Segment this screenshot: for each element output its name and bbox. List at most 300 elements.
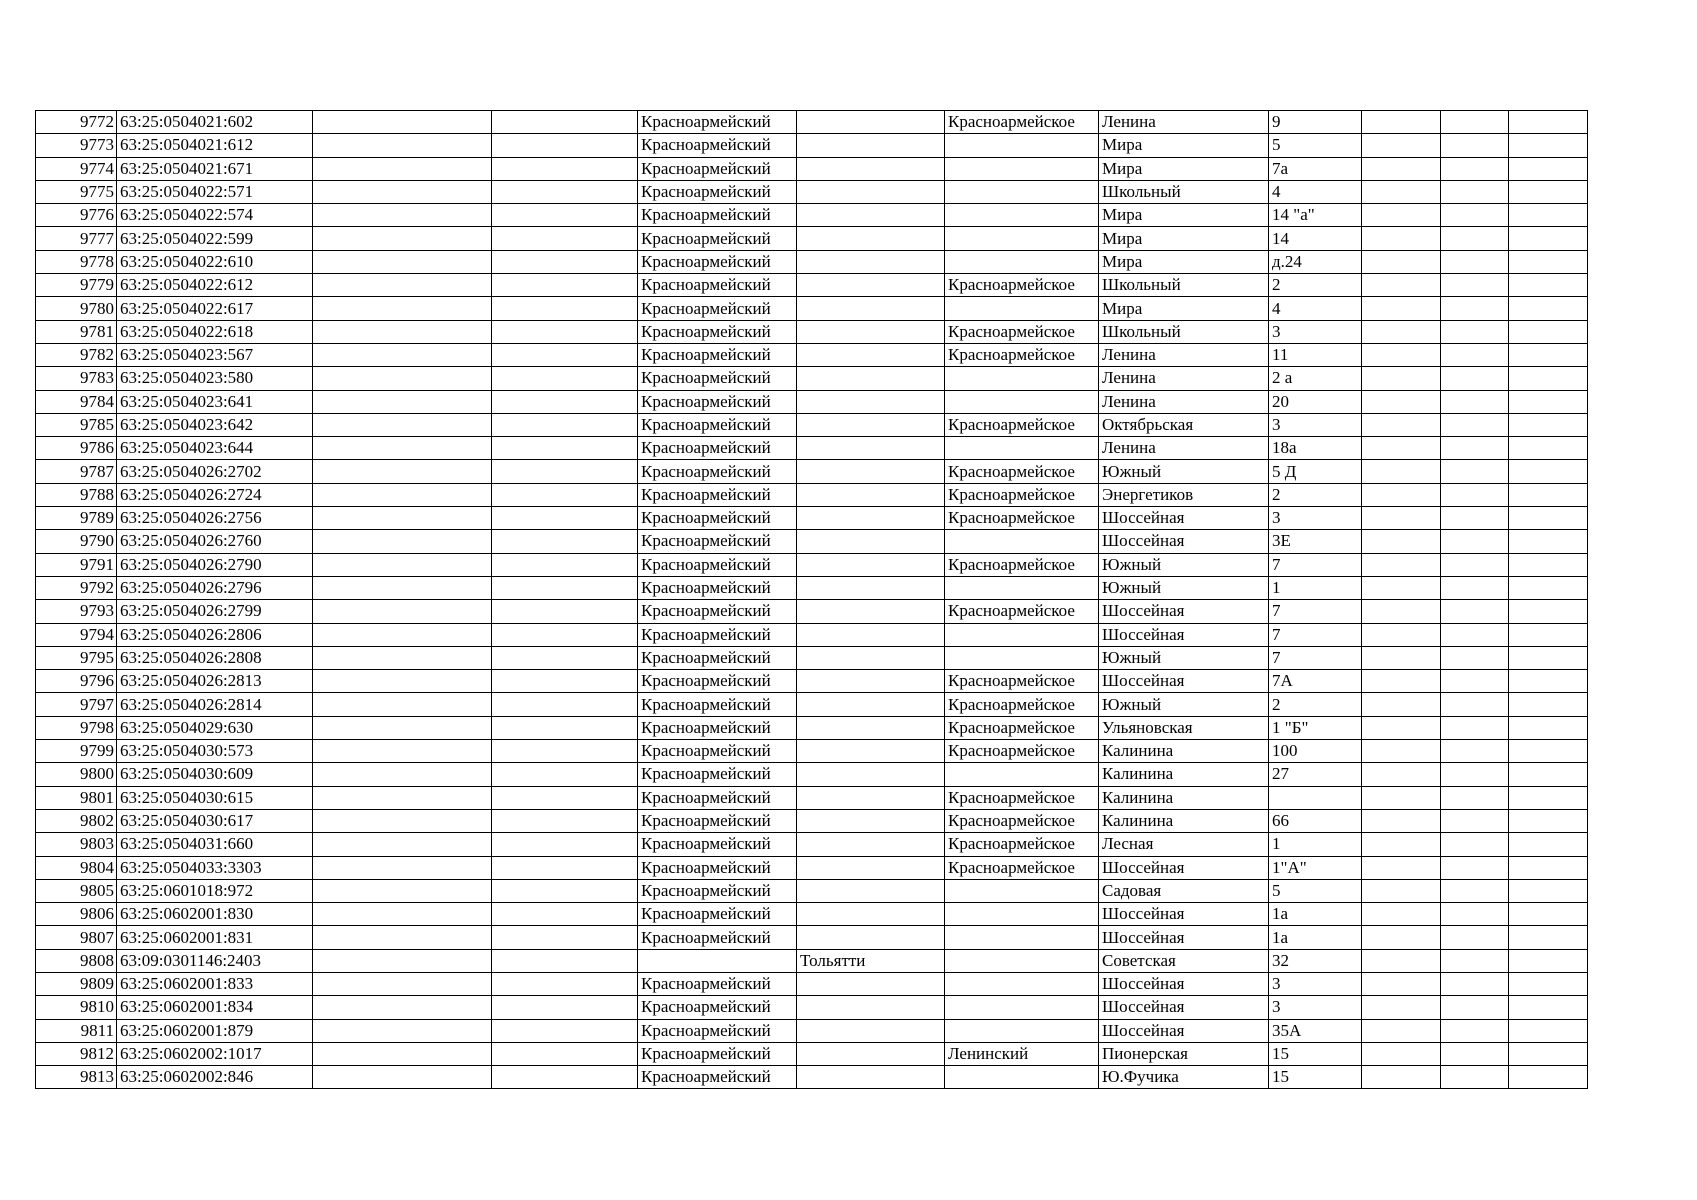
street-cell: Мира — [1099, 297, 1269, 320]
city-cell — [797, 996, 945, 1019]
city-cell — [797, 693, 945, 716]
district-cell: Красноармейский — [638, 1042, 797, 1065]
empty-cell — [492, 274, 638, 297]
empty-cell — [492, 600, 638, 623]
row-number-cell: 9808 — [36, 949, 117, 972]
empty-cell — [313, 227, 492, 250]
house-number-cell: 7 — [1269, 553, 1362, 576]
house-number-cell: 4 — [1269, 297, 1362, 320]
empty-cell — [313, 111, 492, 134]
cadastral-number-cell: 63:25:0504026:2756 — [117, 507, 313, 530]
empty-cell — [1362, 320, 1441, 343]
row-number-cell: 9788 — [36, 483, 117, 506]
table-row — [36, 390, 1588, 413]
empty-cell — [1509, 204, 1588, 227]
empty-cell — [313, 180, 492, 203]
street-cell: Мира — [1099, 157, 1269, 180]
settlement-cell — [945, 134, 1099, 157]
house-number-cell: 3 — [1269, 507, 1362, 530]
empty-cell — [492, 437, 638, 460]
settlement-cell — [945, 390, 1099, 413]
empty-cell — [313, 530, 492, 553]
city-cell — [797, 903, 945, 926]
row-number-cell: 9775 — [36, 180, 117, 203]
row-number-cell: 9812 — [36, 1042, 117, 1065]
street-cell: Мира — [1099, 134, 1269, 157]
empty-cell — [492, 180, 638, 203]
district-cell: Красноармейский — [638, 646, 797, 669]
empty-cell — [313, 856, 492, 879]
empty-cell — [1362, 390, 1441, 413]
settlement-cell: Красноармейское — [945, 809, 1099, 832]
table-row — [36, 972, 1588, 995]
cadastral-number-cell: 63:25:0504021:612 — [117, 134, 313, 157]
district-cell: Красноармейский — [638, 1019, 797, 1042]
empty-cell — [313, 1019, 492, 1042]
street-cell: Советская — [1099, 949, 1269, 972]
row-number-cell: 9804 — [36, 856, 117, 879]
settlement-cell: Красноармейское — [945, 507, 1099, 530]
district-cell: Красноармейский — [638, 716, 797, 739]
house-number-cell: 2 — [1269, 274, 1362, 297]
empty-cell — [492, 856, 638, 879]
empty-cell — [492, 576, 638, 599]
district-cell: Красноармейский — [638, 693, 797, 716]
city-cell — [797, 111, 945, 134]
empty-cell — [313, 437, 492, 460]
empty-cell — [1441, 553, 1509, 576]
city-cell — [797, 204, 945, 227]
city-cell — [797, 297, 945, 320]
settlement-cell — [945, 204, 1099, 227]
house-number-cell: 15 — [1269, 1042, 1362, 1065]
table-row — [36, 879, 1588, 902]
empty-cell — [1509, 949, 1588, 972]
settlement-cell: Красноармейское — [945, 343, 1099, 366]
table-row — [36, 833, 1588, 856]
empty-cell — [1362, 204, 1441, 227]
empty-cell — [1441, 134, 1509, 157]
district-cell: Красноармейский — [638, 1066, 797, 1089]
settlement-cell — [945, 530, 1099, 553]
empty-cell — [1509, 856, 1588, 879]
house-number-cell: 3Е — [1269, 530, 1362, 553]
empty-cell — [1441, 530, 1509, 553]
house-number-cell: 1 "Б" — [1269, 716, 1362, 739]
row-number-cell: 9781 — [36, 320, 117, 343]
empty-cell — [1362, 786, 1441, 809]
row-number-cell: 9778 — [36, 250, 117, 273]
empty-cell — [1362, 809, 1441, 832]
street-cell: Шоссейная — [1099, 670, 1269, 693]
empty-cell — [492, 879, 638, 902]
empty-cell — [1362, 763, 1441, 786]
cadastral-number-cell: 63:25:0504026:2760 — [117, 530, 313, 553]
empty-cell — [1509, 1019, 1588, 1042]
street-cell: Школьный — [1099, 320, 1269, 343]
empty-cell — [1362, 343, 1441, 366]
table-row — [36, 670, 1588, 693]
empty-cell — [492, 460, 638, 483]
row-number-cell: 9776 — [36, 204, 117, 227]
settlement-cell — [945, 227, 1099, 250]
street-cell: Ленина — [1099, 111, 1269, 134]
empty-cell — [313, 297, 492, 320]
empty-cell — [1362, 600, 1441, 623]
table-row — [36, 111, 1588, 134]
row-number-cell: 9772 — [36, 111, 117, 134]
empty-cell — [492, 1042, 638, 1065]
street-cell: Калинина — [1099, 809, 1269, 832]
empty-cell — [1509, 996, 1588, 1019]
city-cell — [797, 413, 945, 436]
city-cell — [797, 763, 945, 786]
table-row — [36, 856, 1588, 879]
row-number-cell: 9782 — [36, 343, 117, 366]
empty-cell — [1362, 507, 1441, 530]
empty-cell — [1441, 343, 1509, 366]
empty-cell — [1362, 227, 1441, 250]
settlement-cell — [945, 576, 1099, 599]
empty-cell — [492, 507, 638, 530]
row-number-cell: 9779 — [36, 274, 117, 297]
row-number-cell: 9805 — [36, 879, 117, 902]
empty-cell — [313, 879, 492, 902]
district-cell: Красноармейский — [638, 367, 797, 390]
cadastral-number-cell: 63:25:0504023:644 — [117, 437, 313, 460]
empty-cell — [1509, 460, 1588, 483]
empty-cell — [1362, 996, 1441, 1019]
row-number-cell: 9790 — [36, 530, 117, 553]
empty-cell — [1362, 949, 1441, 972]
city-cell — [797, 553, 945, 576]
house-number-cell: 9 — [1269, 111, 1362, 134]
city-cell — [797, 926, 945, 949]
empty-cell — [1441, 949, 1509, 972]
table-row — [36, 576, 1588, 599]
row-number-cell: 9810 — [36, 996, 117, 1019]
district-cell: Красноармейский — [638, 740, 797, 763]
city-cell — [797, 483, 945, 506]
street-cell: Мира — [1099, 250, 1269, 273]
district-cell: Красноармейский — [638, 274, 797, 297]
empty-cell — [313, 204, 492, 227]
city-cell — [797, 1066, 945, 1089]
empty-cell — [492, 786, 638, 809]
empty-cell — [1509, 297, 1588, 320]
empty-cell — [1362, 1066, 1441, 1089]
empty-cell — [313, 600, 492, 623]
cadastral-number-cell: 63:25:0504030:609 — [117, 763, 313, 786]
settlement-cell — [945, 1066, 1099, 1089]
empty-cell — [1509, 390, 1588, 413]
row-number-cell: 9787 — [36, 460, 117, 483]
empty-cell — [1441, 740, 1509, 763]
cadastral-number-cell: 63:25:0504022:618 — [117, 320, 313, 343]
empty-cell — [313, 763, 492, 786]
table-row — [36, 250, 1588, 273]
house-number-cell: 2 а — [1269, 367, 1362, 390]
empty-cell — [313, 949, 492, 972]
street-cell: Шоссейная — [1099, 926, 1269, 949]
row-number-cell: 9799 — [36, 740, 117, 763]
empty-cell — [492, 111, 638, 134]
empty-cell — [1509, 157, 1588, 180]
empty-cell — [492, 530, 638, 553]
city-cell — [797, 716, 945, 739]
empty-cell — [313, 390, 492, 413]
empty-cell — [1509, 809, 1588, 832]
table-row — [36, 274, 1588, 297]
empty-cell — [1509, 716, 1588, 739]
row-number-cell: 9774 — [36, 157, 117, 180]
house-number-cell: 1а — [1269, 926, 1362, 949]
city-cell — [797, 1019, 945, 1042]
row-number-cell: 9806 — [36, 903, 117, 926]
empty-cell — [313, 250, 492, 273]
cadastral-number-cell: 63:25:0504026:2808 — [117, 646, 313, 669]
empty-cell — [1509, 274, 1588, 297]
empty-cell — [1362, 623, 1441, 646]
table-row — [36, 693, 1588, 716]
district-cell: Красноармейский — [638, 972, 797, 995]
empty-cell — [313, 903, 492, 926]
house-number-cell: 15 — [1269, 1066, 1362, 1089]
empty-cell — [1362, 903, 1441, 926]
empty-cell — [492, 693, 638, 716]
empty-cell — [1509, 437, 1588, 460]
city-cell — [797, 740, 945, 763]
empty-cell — [313, 996, 492, 1019]
house-number-cell: 7 — [1269, 623, 1362, 646]
city-cell — [797, 786, 945, 809]
empty-cell — [1441, 972, 1509, 995]
house-number-cell: 1"А" — [1269, 856, 1362, 879]
cadastral-number-cell: 63:25:0602001:830 — [117, 903, 313, 926]
empty-cell — [1362, 1019, 1441, 1042]
empty-cell — [313, 367, 492, 390]
empty-cell — [313, 926, 492, 949]
settlement-cell — [945, 903, 1099, 926]
empty-cell — [313, 483, 492, 506]
settlement-cell — [945, 949, 1099, 972]
cadastral-number-cell: 63:25:0602002:846 — [117, 1066, 313, 1089]
cadastral-number-cell: 63:25:0601018:972 — [117, 879, 313, 902]
settlement-cell: Красноармейское — [945, 413, 1099, 436]
empty-cell — [313, 809, 492, 832]
empty-cell — [313, 670, 492, 693]
district-cell — [638, 949, 797, 972]
empty-cell — [492, 1066, 638, 1089]
row-number-cell: 9796 — [36, 670, 117, 693]
district-cell: Красноармейский — [638, 343, 797, 366]
empty-cell — [492, 134, 638, 157]
empty-cell — [1441, 786, 1509, 809]
row-number-cell: 9773 — [36, 134, 117, 157]
empty-cell — [1509, 1066, 1588, 1089]
street-cell: Шоссейная — [1099, 600, 1269, 623]
empty-cell — [313, 972, 492, 995]
settlement-cell — [945, 367, 1099, 390]
table-row — [36, 623, 1588, 646]
empty-cell — [492, 367, 638, 390]
row-number-cell: 9807 — [36, 926, 117, 949]
city-cell — [797, 157, 945, 180]
empty-cell — [1441, 437, 1509, 460]
street-cell: Ю.Фучика — [1099, 1066, 1269, 1089]
district-cell: Красноармейский — [638, 111, 797, 134]
empty-cell — [1362, 297, 1441, 320]
empty-cell — [1441, 507, 1509, 530]
empty-cell — [313, 553, 492, 576]
empty-cell — [1509, 320, 1588, 343]
empty-cell — [313, 157, 492, 180]
settlement-cell — [945, 437, 1099, 460]
table-row — [36, 1042, 1588, 1065]
house-number-cell: 66 — [1269, 809, 1362, 832]
cadastral-number-cell: 63:25:0504023:567 — [117, 343, 313, 366]
cadastral-number-cell: 63:25:0504021:602 — [117, 111, 313, 134]
empty-cell — [492, 227, 638, 250]
city-cell — [797, 507, 945, 530]
empty-cell — [1509, 926, 1588, 949]
empty-cell — [1362, 646, 1441, 669]
empty-cell — [1441, 763, 1509, 786]
settlement-cell — [945, 996, 1099, 1019]
settlement-cell: Красноармейское — [945, 833, 1099, 856]
empty-cell — [1441, 879, 1509, 902]
empty-cell — [1509, 600, 1588, 623]
settlement-cell: Красноармейское — [945, 670, 1099, 693]
empty-cell — [1509, 693, 1588, 716]
empty-cell — [1441, 413, 1509, 436]
cadastral-number-cell: 63:25:0504022:610 — [117, 250, 313, 273]
empty-cell — [313, 576, 492, 599]
empty-cell — [1441, 483, 1509, 506]
empty-cell — [1362, 413, 1441, 436]
settlement-cell: Красноармейское — [945, 111, 1099, 134]
row-number-cell: 9792 — [36, 576, 117, 599]
district-cell: Красноармейский — [638, 180, 797, 203]
empty-cell — [1362, 530, 1441, 553]
city-cell — [797, 1042, 945, 1065]
table-row — [36, 134, 1588, 157]
empty-cell — [1441, 227, 1509, 250]
empty-cell — [1509, 903, 1588, 926]
settlement-cell: Ленинский — [945, 1042, 1099, 1065]
empty-cell — [1441, 600, 1509, 623]
empty-cell — [313, 623, 492, 646]
table-row — [36, 600, 1588, 623]
settlement-cell — [945, 646, 1099, 669]
city-cell — [797, 227, 945, 250]
table-row — [36, 716, 1588, 739]
row-number-cell: 9795 — [36, 646, 117, 669]
empty-cell — [492, 553, 638, 576]
empty-cell — [1441, 250, 1509, 273]
settlement-cell: Красноармейское — [945, 600, 1099, 623]
district-cell: Красноармейский — [638, 996, 797, 1019]
empty-cell — [1441, 1019, 1509, 1042]
cadastral-number-cell: 63:25:0504022:617 — [117, 297, 313, 320]
district-cell: Красноармейский — [638, 553, 797, 576]
empty-cell — [313, 274, 492, 297]
table-row — [36, 413, 1588, 436]
empty-cell — [1509, 343, 1588, 366]
district-cell: Красноармейский — [638, 507, 797, 530]
street-cell: Шоссейная — [1099, 530, 1269, 553]
row-number-cell: 9791 — [36, 553, 117, 576]
district-cell: Красноармейский — [638, 413, 797, 436]
table-row — [36, 460, 1588, 483]
cadastral-number-cell: 63:25:0602001:834 — [117, 996, 313, 1019]
house-number-cell: 1 — [1269, 833, 1362, 856]
cadastral-number-cell: 63:25:0504026:2806 — [117, 623, 313, 646]
cadastral-number-cell: 63:25:0504033:3303 — [117, 856, 313, 879]
empty-cell — [1509, 530, 1588, 553]
row-number-cell: 9797 — [36, 693, 117, 716]
empty-cell — [313, 134, 492, 157]
row-number-cell: 9803 — [36, 833, 117, 856]
house-number-cell: 32 — [1269, 949, 1362, 972]
empty-cell — [492, 297, 638, 320]
empty-cell — [1441, 111, 1509, 134]
table-row — [36, 367, 1588, 390]
house-number-cell: 2 — [1269, 483, 1362, 506]
empty-cell — [1362, 553, 1441, 576]
settlement-cell — [945, 157, 1099, 180]
cadastral-number-cell: 63:25:0504026:2813 — [117, 670, 313, 693]
empty-cell — [1509, 833, 1588, 856]
empty-cell — [492, 413, 638, 436]
empty-cell — [1509, 553, 1588, 576]
street-cell: Мира — [1099, 204, 1269, 227]
row-number-cell: 9777 — [36, 227, 117, 250]
street-cell: Энергетиков — [1099, 483, 1269, 506]
city-cell — [797, 670, 945, 693]
empty-cell — [1441, 623, 1509, 646]
empty-cell — [313, 343, 492, 366]
street-cell: Шоссейная — [1099, 972, 1269, 995]
empty-cell — [1441, 1066, 1509, 1089]
house-number-cell: 14 — [1269, 227, 1362, 250]
district-cell: Красноармейский — [638, 204, 797, 227]
district-cell: Красноармейский — [638, 856, 797, 879]
district-cell: Красноармейский — [638, 320, 797, 343]
empty-cell — [1362, 483, 1441, 506]
cadastral-number-cell: 63:25:0504022:571 — [117, 180, 313, 203]
city-cell — [797, 809, 945, 832]
cadastral-number-cell: 63:25:0504023:641 — [117, 390, 313, 413]
city-cell — [797, 390, 945, 413]
house-number-cell: 1а — [1269, 903, 1362, 926]
city-cell — [797, 646, 945, 669]
cadastral-number-cell: 63:25:0504023:580 — [117, 367, 313, 390]
district-cell: Красноармейский — [638, 670, 797, 693]
table-row — [36, 996, 1588, 1019]
empty-cell — [1509, 1042, 1588, 1065]
table-row — [36, 157, 1588, 180]
row-number-cell: 9811 — [36, 1019, 117, 1042]
house-number-cell: 7А — [1269, 670, 1362, 693]
house-number-cell: 18а — [1269, 437, 1362, 460]
table-row — [36, 227, 1588, 250]
house-number-cell: 3 — [1269, 972, 1362, 995]
cadastral-number-cell: 63:25:0504022:612 — [117, 274, 313, 297]
empty-cell — [492, 343, 638, 366]
city-cell — [797, 134, 945, 157]
empty-cell — [1509, 413, 1588, 436]
